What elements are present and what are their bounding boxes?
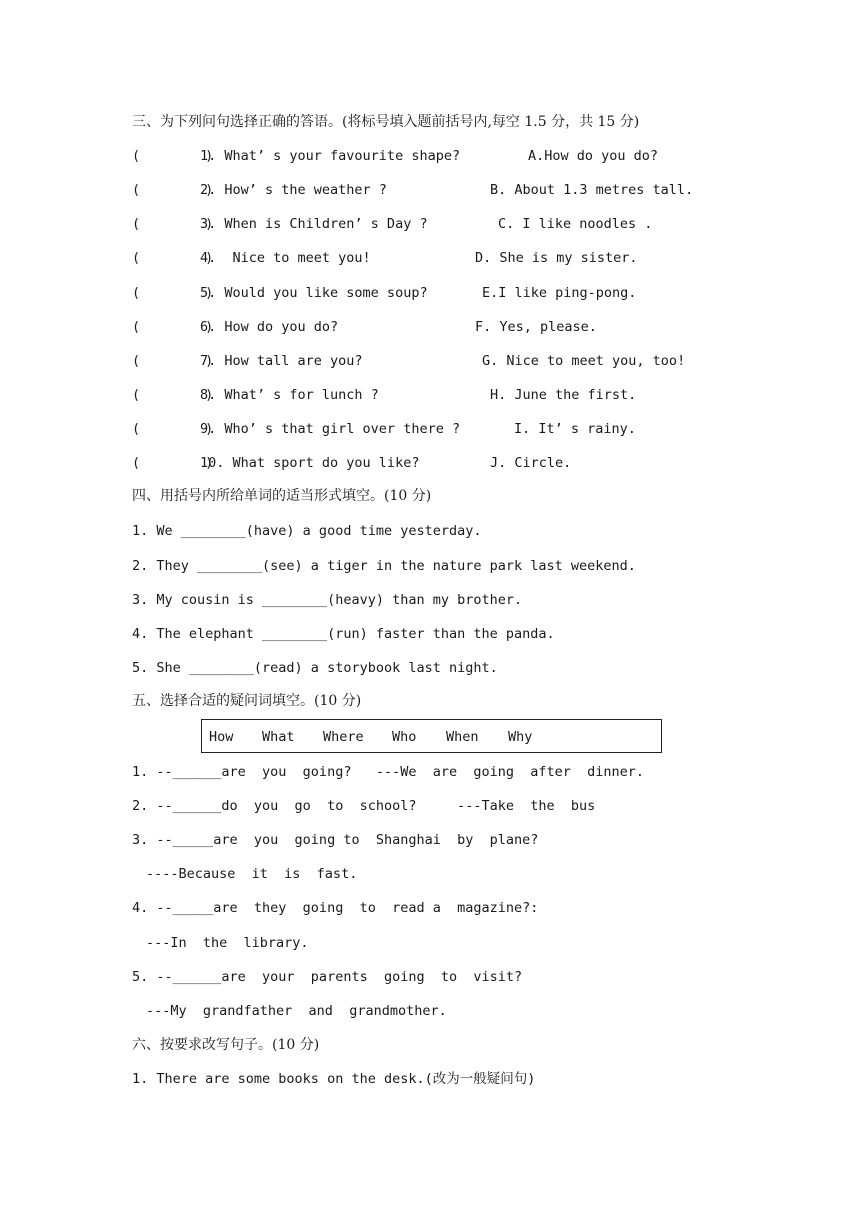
question-word-answer-3: ----Because it is fast.	[146, 866, 358, 882]
answer-option: B. About 1.3 metres tall.	[490, 182, 694, 198]
word-bank-word: Where	[323, 729, 364, 745]
answer-blank[interactable]: ( )	[132, 319, 214, 335]
section3-heading: 三、为下列问句选择正确的答语。(将标号填入题前括号内,每空 1.5 分，共 15 分)	[132, 114, 640, 130]
word-bank-box	[201, 719, 662, 753]
answer-blank[interactable]: ( )	[132, 216, 214, 232]
question-word-item-4: 4. --_____are they going to read a magazine?:	[132, 900, 539, 916]
fill-blank-item-1: 1. We ________(have) a good time yesterday.	[132, 523, 482, 539]
match-row-7	[132, 352, 752, 370]
question-text: 4. Nice to meet you!	[200, 250, 371, 266]
question-text: 7. How tall are you?	[200, 353, 363, 369]
section6-heading: 六、按要求改写句子。(10 分)	[132, 1037, 320, 1053]
word-bank-word: How	[209, 729, 234, 745]
word-bank-word: When	[446, 729, 479, 745]
match-row-10	[132, 454, 752, 472]
word-bank-word: Who	[392, 729, 417, 745]
answer-option: A.How do you do?	[528, 148, 659, 164]
question-word-answer-4: ---In the library.	[146, 935, 309, 951]
answer-option: D. She is my sister.	[475, 250, 638, 266]
word-bank-word: What	[262, 729, 295, 745]
question-text: 9. Who’ s that girl over there ?	[200, 421, 461, 437]
match-row-6	[132, 318, 752, 336]
answer-option: E.I like ping-pong.	[482, 285, 637, 301]
answer-blank[interactable]: ( )	[132, 285, 214, 301]
answer-option: J. Circle.	[490, 455, 572, 471]
question-text: 10. What sport do you like?	[200, 455, 420, 471]
match-row-3	[132, 215, 752, 233]
question-text: 5. Would you like some soup?	[200, 285, 428, 301]
fill-blank-item-2: 2. They ________(see) a tiger in the nature park last weekend.	[132, 558, 636, 574]
question-text: 3. When is Children’ s Day ?	[200, 216, 428, 232]
fill-blank-item-3: 3. My cousin is ________(heavy) than my brother.	[132, 592, 523, 608]
rewrite-item-1: 1. There are some books on the desk.(改为一般疑问句)	[132, 1071, 536, 1087]
fill-blank-item-5: 5. She ________(read) a storybook last night.	[132, 660, 498, 676]
fill-blank-item-4: 4. The elephant ________(run) faster than the panda.	[132, 626, 555, 642]
answer-blank[interactable]: ( )	[132, 387, 214, 403]
match-row-5	[132, 284, 752, 302]
question-word-item-3: 3. --_____are you going to Shanghai by plane?	[132, 832, 539, 848]
question-text: 8. What’ s for lunch ?	[200, 387, 379, 403]
question-text: 1. What’ s your favourite shape?	[200, 148, 461, 164]
question-word-item-2: 2. --______do you go to school? ---Take the bus	[132, 798, 596, 814]
answer-blank[interactable]: ( )	[132, 421, 214, 437]
question-word-item-1: 1. --______are you going? ---We are going after dinner.	[132, 764, 645, 780]
answer-option: H. June the first.	[490, 387, 637, 403]
question-text: 6. How do you do?	[200, 319, 339, 335]
match-row-9	[132, 420, 752, 438]
answer-option: F. Yes, please.	[475, 319, 597, 335]
section4-heading: 四、用括号内所给单词的适当形式填空。(10 分)	[132, 488, 432, 504]
answer-option: C. I like noodles .	[498, 216, 653, 232]
answer-blank[interactable]: ( )	[132, 148, 214, 164]
section5-heading: 五、选择合适的疑问词填空。(10 分)	[132, 693, 362, 709]
match-row-8	[132, 386, 752, 404]
match-row-2	[132, 181, 752, 199]
answer-blank[interactable]: ( )	[132, 250, 214, 266]
match-row-4	[132, 249, 752, 267]
question-text: 2. How’ s the weather ?	[200, 182, 387, 198]
question-word-answer-5: ---My grandfather and grandmother.	[146, 1003, 447, 1019]
word-bank-word: Why	[508, 729, 533, 745]
match-row-1	[132, 147, 752, 165]
answer-option: I. It’ s rainy.	[514, 421, 636, 437]
answer-blank[interactable]: ( )	[132, 182, 214, 198]
answer-blank[interactable]: ( )	[132, 455, 214, 471]
answer-option: G. Nice to meet you, too!	[482, 353, 686, 369]
answer-blank[interactable]: ( )	[132, 353, 214, 369]
question-word-item-5: 5. --______are your parents going to visit?	[132, 969, 523, 985]
